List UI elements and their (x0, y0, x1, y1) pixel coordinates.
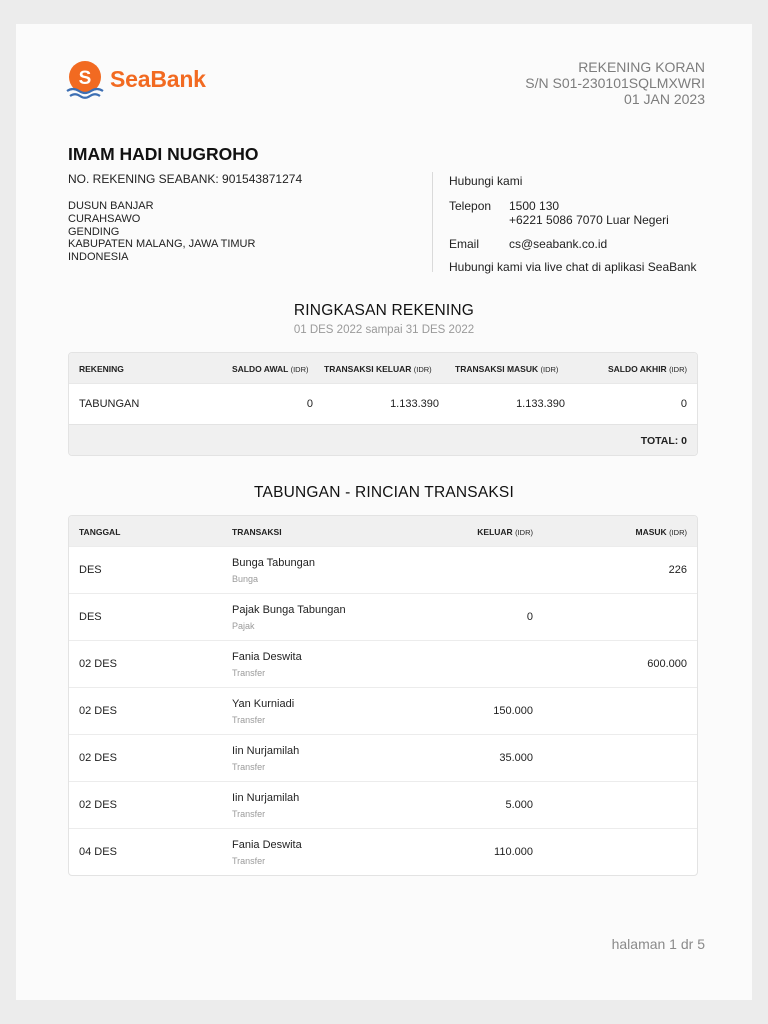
transaction-description: Fania Deswita (232, 651, 302, 663)
seabank-logo (64, 58, 206, 100)
address-line: DUSUN BANJAR (68, 200, 154, 212)
summary-masuk: 1.133.390 (516, 398, 565, 410)
contact-panel (432, 172, 714, 272)
email-label: Email (449, 237, 480, 251)
col-keluar: KELUAR (IDR) (477, 527, 533, 537)
transaction-date: DES (79, 611, 102, 623)
statement-serial: S/N S01-230101SQLMXWRI (525, 75, 705, 91)
address-line: CURAHSAWO (68, 212, 141, 225)
transaction-keluar: 5.000 (505, 799, 533, 811)
transaction-date: DES (79, 564, 102, 576)
phone-label: Telepon (449, 199, 492, 213)
transaction-masuk: 600.000 (647, 658, 687, 670)
transaction-keluar: 0 (526, 611, 533, 623)
transaction-row (69, 828, 697, 875)
transaction-date: 02 DES (79, 799, 117, 811)
transaction-description: Yan Kurniadi (232, 698, 295, 710)
transactions-header-row (69, 516, 697, 546)
col-transaksi: TRANSAKSI (232, 527, 282, 537)
transaction-category: Transfer (232, 856, 266, 866)
transaction-row (69, 734, 697, 781)
summary-total-row (69, 424, 697, 455)
transaction-masuk: 226 (668, 564, 687, 576)
col-tanggal: TANGGAL (79, 527, 121, 537)
email-address[interactable]: cs@seabank.co.id (509, 237, 608, 251)
seabank-logo-icon (64, 58, 106, 100)
customer-name: IMAM HADI NUGROHO (68, 144, 259, 164)
summary-table (68, 352, 698, 456)
col-transaksi-keluar: TRANSAKSI KELUAR (IDR) (324, 364, 432, 374)
transactions-table (68, 515, 698, 876)
statement-info (525, 59, 705, 107)
transaction-row (69, 546, 697, 593)
transaction-row (69, 593, 697, 640)
transaction-row (69, 687, 697, 734)
transaction-keluar: 150.000 (493, 705, 533, 717)
col-transaksi-masuk: TRANSAKSI MASUK (IDR) (455, 364, 559, 374)
account-number: NO. REKENING SEABANK: 901543871274 (68, 172, 303, 186)
statement-page (16, 24, 752, 1000)
transaction-description: Iin Nurjamilah (232, 792, 300, 804)
transaction-row (69, 640, 697, 687)
transaction-description: Pajak Bunga Tabungan (232, 604, 346, 616)
col-saldo-awal: SALDO AWAL (IDR) (232, 364, 309, 374)
summary-period: 01 DES 2022 sampai 31 DES 2022 (293, 324, 475, 336)
summary-keluar: 1.133.390 (390, 398, 439, 410)
transaction-row (69, 781, 697, 828)
address-line: INDONESIA (68, 251, 129, 264)
contact-email (449, 237, 607, 251)
logo-letter: S (78, 68, 92, 89)
col-masuk: MASUK (IDR) (635, 527, 687, 537)
transaction-category: Bunga (232, 574, 259, 584)
col-saldo-akhir: SALDO AKHIR (IDR) (607, 364, 687, 374)
contact-phone (449, 199, 669, 227)
summary-row (69, 383, 697, 424)
contact-heading: Hubungi kami (449, 174, 523, 188)
summary-saldo-akhir: 0 (680, 398, 687, 410)
phone-number[interactable]: 1500 130 (509, 199, 560, 213)
transaction-date: 02 DES (79, 658, 117, 670)
transaction-date: 04 DES (79, 846, 117, 858)
summary-saldo-awal: 0 (306, 398, 313, 410)
transaction-category: Transfer (232, 762, 266, 772)
statement-title: REKENING KORAN (578, 59, 705, 75)
transaction-date: 02 DES (79, 752, 117, 764)
customer-address (68, 200, 255, 264)
transaction-description: Fania Deswita (232, 839, 302, 851)
transaction-description: Iin Nurjamilah (232, 745, 300, 757)
transactions-title: TABUNGAN - RINCIAN TRANSAKSI (254, 484, 514, 501)
contact-chat: Hubungi kami via live chat di aplikasi SeaBank (449, 260, 697, 274)
address-line: GENDING (68, 225, 120, 238)
transaction-category: Transfer (232, 715, 266, 725)
transaction-keluar: 35.000 (499, 752, 533, 764)
statement-date: 01 JAN 2023 (624, 91, 705, 107)
summary-header-row (69, 353, 697, 383)
page-number: halaman 1 dr 5 (611, 936, 705, 952)
summary-rekening: TABUNGAN (79, 398, 140, 410)
transaction-category: Transfer (232, 809, 266, 819)
col-rekening: REKENING (79, 364, 124, 374)
transaction-category: Transfer (232, 668, 266, 678)
transaction-keluar: 110.000 (494, 846, 533, 858)
address-line: KABUPATEN MALANG, JAWA TIMUR (68, 238, 256, 251)
phone-number-intl[interactable]: +6221 5086 7070 Luar Negeri (509, 213, 669, 227)
transaction-category: Pajak (232, 621, 255, 631)
brand-name: SeaBank (110, 65, 206, 92)
transaction-description: Bunga Tabungan (232, 557, 315, 569)
transaction-date: 02 DES (79, 705, 117, 717)
summary-total: TOTAL: 0 (640, 435, 687, 447)
summary-title: RINGKASAN REKENING (293, 302, 475, 319)
